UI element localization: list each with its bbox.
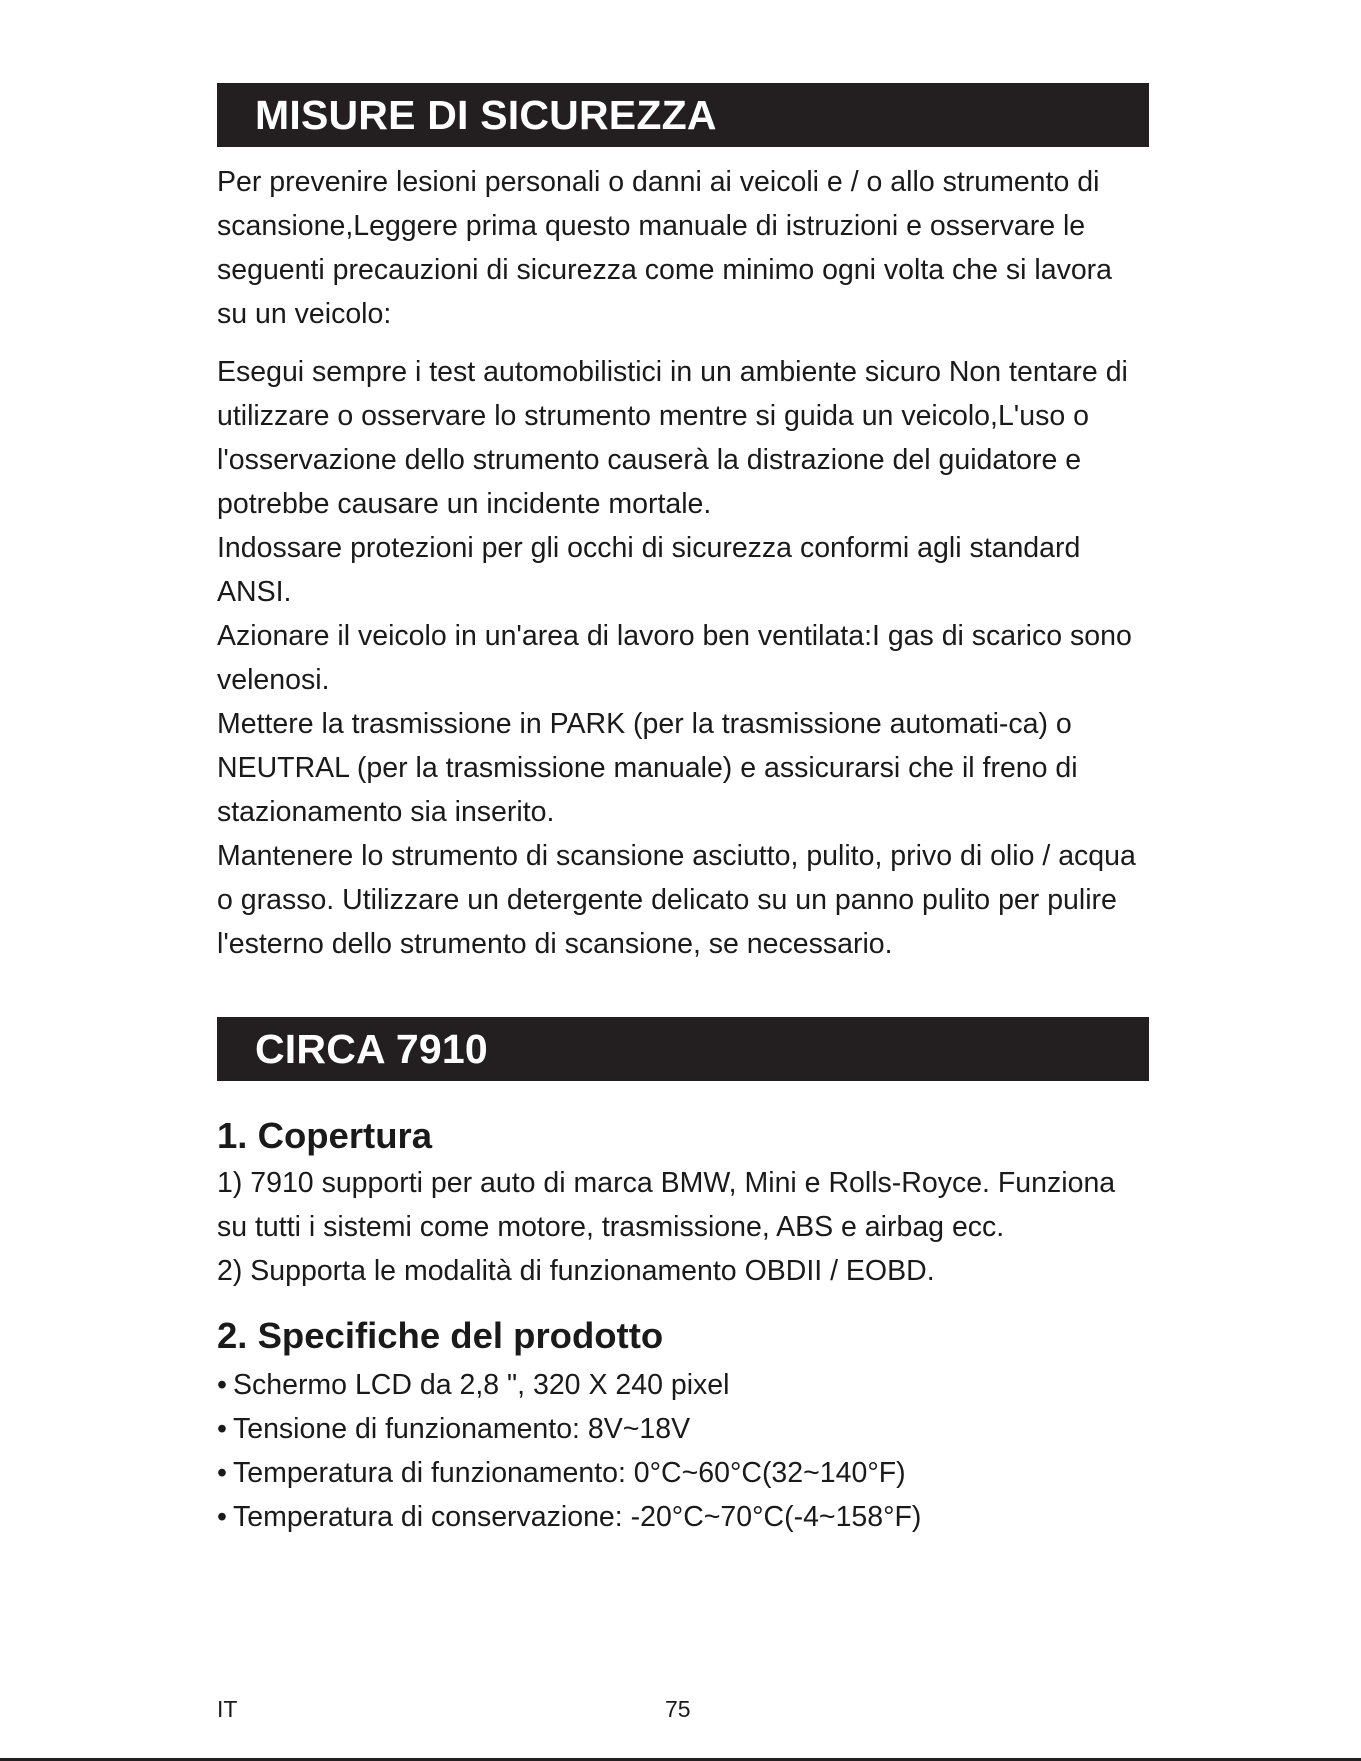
safety-item: Mantenere lo strumento di scansione asciutto, pulito, privo di olio / acqua o grasso. Utilizzare un detergente delicato su un panno pulito per pulire l'esterno dello strumento di scansione, se necessario. (217, 840, 1136, 960)
subsection-heading-coverage: 1. Copertura (217, 1115, 432, 1156)
coverage-line: 1) 7910 supporti per auto di marca BMW, Mini e Rolls-Royce. Funziona su tutti i sistemi come motore, trasmissione, ABS e airbag ecc. (217, 1167, 1116, 1243)
safety-item: Mettere la trasmissione in PARK (per la trasmissione automati-ca) o NEUTRAL (per la trasmissione manuale) e assicurarsi che il freno di stazionamento sia inserito. (217, 708, 1078, 828)
bullet-icon: • (217, 1501, 227, 1533)
spec-item (217, 1407, 1149, 1451)
spec-item (217, 1451, 1149, 1495)
safety-item: Azionare il veicolo in un'area di lavoro ben ventilata:I gas di scarico sono velenosi. (217, 620, 1132, 696)
spec-text: Temperatura di funzionamento: 0°C~60°C(32~140°F) (232, 1457, 906, 1489)
spec-item (217, 1495, 1149, 1539)
safety-item: Esegui sempre i test automobilistici in un ambiente sicuro Non tentare di utilizzare o osservare lo strumento mentre si guida un veicolo,L'uso o l'osservazione dello strumento causerà la distrazione del guidatore e potrebbe causare un incidente mortale. (217, 356, 1128, 520)
section-title-safety: MISURE DI SICUREZZA (217, 83, 1149, 147)
coverage-line: 2) Supporta le modalità di funzionamento OBDII / EOBD. (217, 1255, 935, 1287)
bullet-icon: • (217, 1413, 227, 1445)
spec-text: Temperatura di conservazione: -20°C~70°C(-4~158°F) (232, 1501, 922, 1533)
safety-items (217, 350, 1149, 966)
safety-item: Indossare protezioni per gli occhi di sicurezza conformi agli standard ANSI. (217, 532, 1081, 608)
section-title-about: CIRCA 7910 (217, 1017, 1149, 1081)
safety-intro-paragraph: Per prevenire lesioni personali o danni ai veicoli e / o allo strumento di scansione,Leggere prima questo manuale di istruzioni e osservare le seguenti precauzioni di sicurezza come minimo ogni volta che si lavora su un veicolo: (217, 166, 1113, 330)
subsection-heading-specs: 2. Specifiche del prodotto (217, 1315, 664, 1356)
bullet-icon: • (217, 1457, 227, 1489)
bullet-icon: • (217, 1369, 227, 1401)
spec-item (217, 1363, 1149, 1407)
specs-list (217, 1363, 1149, 1539)
spec-text: Tensione di funzionamento: 8V~18V (232, 1413, 691, 1445)
manual-page (217, 83, 1149, 1539)
page-number: 75 (665, 1696, 691, 1722)
footer-language: IT (217, 1696, 238, 1722)
spec-text: Schermo LCD da 2,8 ", 320 X 240 pixel (232, 1369, 730, 1401)
